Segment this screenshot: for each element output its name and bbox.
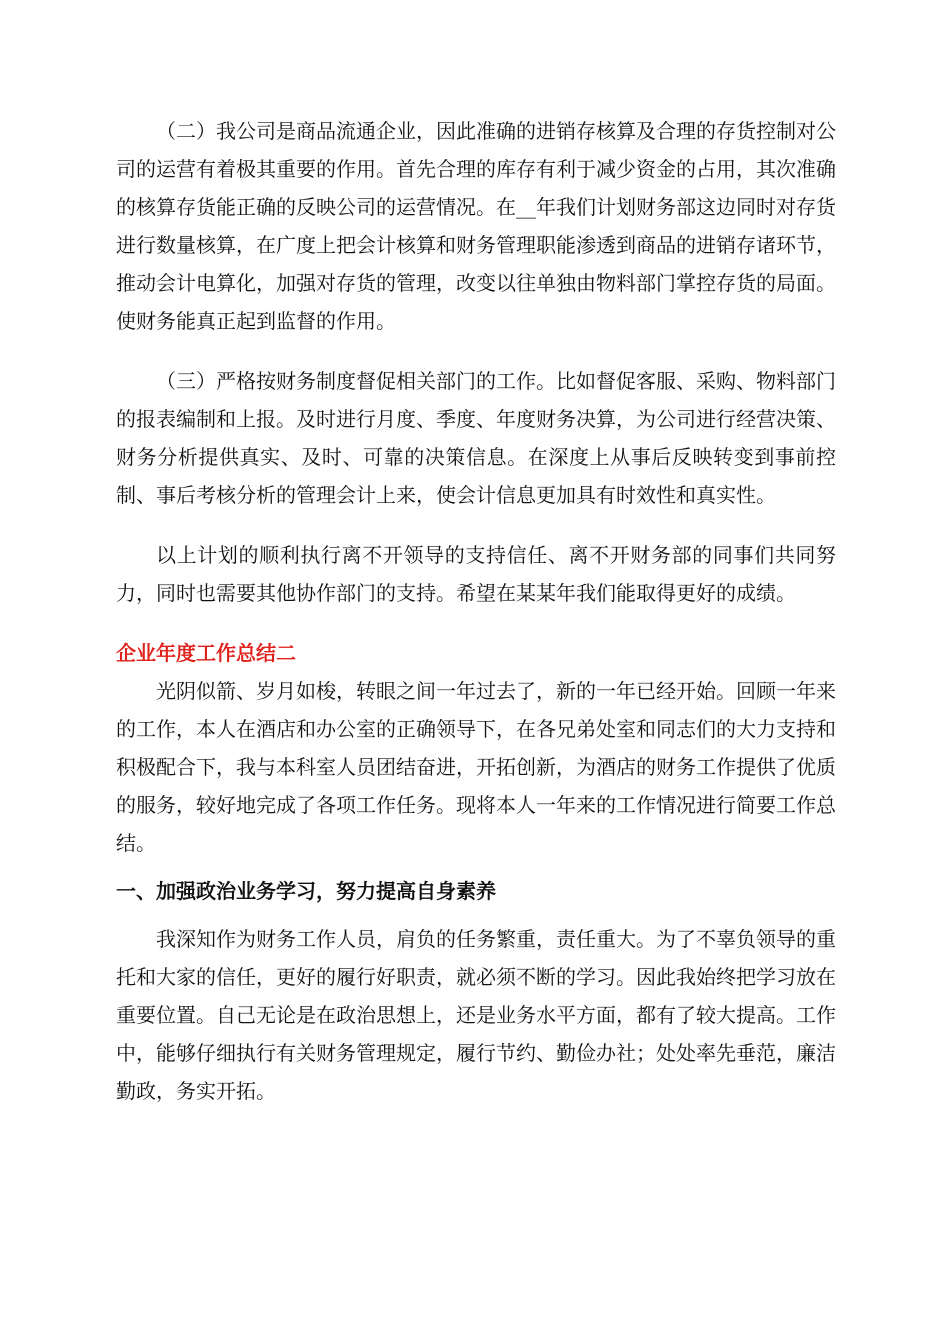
paragraph-gap [116,514,836,536]
paragraph-gap [116,612,836,634]
document-page [116,112,836,1110]
paragraph-gap [116,340,836,362]
paragraph-gap [116,910,836,920]
paragraph-study: 我深知作为财务工作人员，肩负的任务繁重，责任重大。为了不辜负领导的重托和大家的信任，更好的履行好职责，就必须不断的学习。因此我始终把学习放在重要位置。自己无论是在政治思想上，还是业务水平方面，都有了较大提高。工作中，能够仔细执行有关财务管理规定，履行节约、勤俭办社；处处率先垂范，廉洁勤政，务实开拓。 [116,927,836,1103]
subheading: 一、加强政治业务学习，努力提高自身素养 [116,879,496,903]
paragraph-department-supervision: （三）严格按财务制度督促相关部门的工作。比如督促客服、采购、物料部门的报表编制和上报。及时进行月度、季度、年度财务决算，为公司进行经营决策、财务分析提供真实、及时、可靠的决策信息。在深度上从事后反映转变到事前控制、事后考核分析的管理会计上来，使会计信息更加具有时效性和真实性。 [116,369,836,507]
paragraph-gap [116,862,836,872]
paragraph-plan-conclusion: 以上计划的顺利执行离不开领导的支持信任、离不开财务部的同事们共同努力，同时也需要其他协作部门的支持。希望在某某年我们能取得更好的成绩。 [116,543,836,605]
paragraph-inventory-control: （二）我公司是商品流通企业，因此准确的进销存核算及合理的存货控制对公司的运营有着极其重要的作用。首先合理的库存有利于减少资金的占用，其次准确的核算存货能正确的反映公司的运营情况。在__年我们计划财务部这边同时对存货进行数量核算，在广度上把会计核算和财务管理职能渗透到商品的进销存诸环节，推动会计电算化，加强对存货的管理，改变以往单独由物料部门掌控存货的局面。使财务能真正起到监督的作用。 [116,119,836,333]
section-title: 企业年度工作总结二 [116,641,296,665]
paragraph-intro: 光阴似箭、岁月如梭，转眼之间一年过去了，新的一年已经开始。回顾一年来的工作，本人在酒店和办公室的正确领导下，在各兄弟处室和同志们的大力支持和积极配合下，我与本科室人员团结奋进，开拓创新，为酒店的财务工作提供了优质的服务，较好地完成了各项工作任务。现将本人一年来的工作情况进行简要工作总结。 [116,679,836,855]
